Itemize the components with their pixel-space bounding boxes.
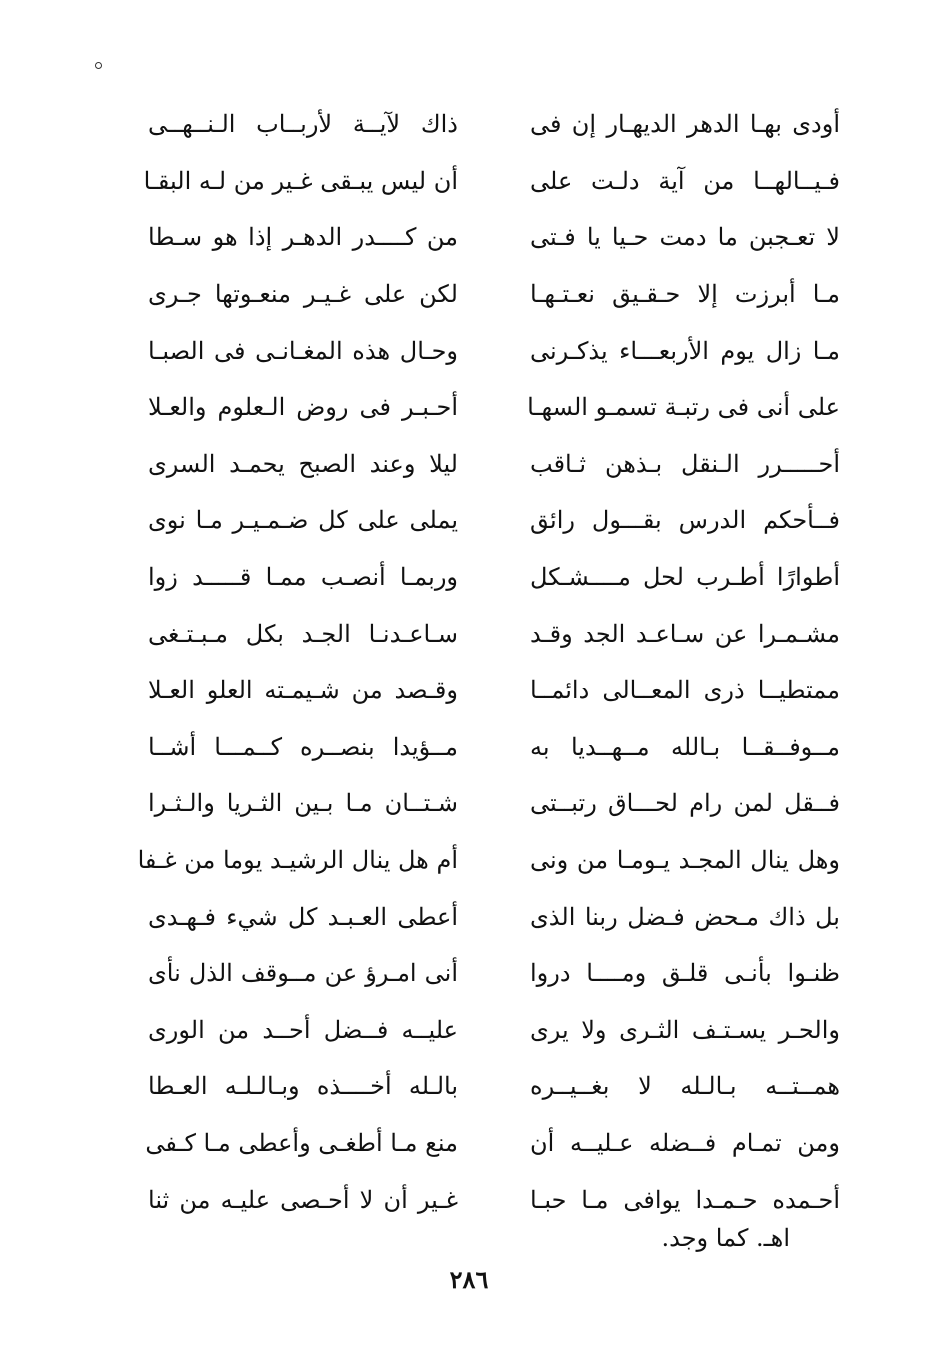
verse-second-hemistich: مــؤيدا بنصــره كــمـــا أشــا [148,732,458,761]
verse [120,96,840,153]
verse [120,605,840,662]
verse [120,662,840,719]
verse-first-hemistich: أودى بهـا الدهر الديهـار إن فى [530,110,840,139]
verse [120,888,840,945]
verse-second-hemistich: سـاعـدنـا الجـد بكل مـبـتـغى [148,619,458,648]
verse-second-hemistich: شـتــان مـا بـين الثـريا والـثـرا [148,789,458,818]
verse [120,1171,840,1228]
verse-first-hemistich: مـا زال يوم الأربعـــاء يذكـرنى [530,336,840,365]
verse [120,1002,840,1059]
verse-second-hemistich: أحـبـر فى روض الـعلوم والعـلا [148,393,458,422]
verse-second-hemistich: وربمـا أنصـب ممـا قـــــد زوا [148,563,458,592]
verse-first-hemistich: مـا أبرزت إلا حـقـيق نعـتـهـا [530,280,840,309]
verse-first-hemistich: بل ذاك مـحض فـضل ربنا الذى [530,902,840,931]
verse [120,379,840,436]
verse [120,775,840,832]
verse-first-hemistich: مــوفــقــا بـالله مــهــديا به [530,732,840,761]
verse-first-hemistich: وهل ينال المجـد يـومـا من ونى [530,846,840,875]
verse [120,266,840,323]
verse-second-hemistich: أنى امـرؤ عن مــوقف الذل نأى [148,959,458,988]
verse-first-hemistich: ظنـوا بأنـى قلـق ومــــا دروا [530,959,840,988]
verse-first-hemistich: ومن تمـام فــضله عـليــه أن [530,1128,840,1157]
verse-second-hemistich: ليلا وعند الصبح يحمـد السرى [148,449,458,478]
verse-second-hemistich: وقـصد من شـيمـته العلو العـلا [148,676,458,705]
verse-second-hemistich: من كــــدر الدهـر إذا هو سـطا [148,223,458,252]
verse [120,492,840,549]
verse-first-hemistich: والحـر يسـتـف الثـرى ولا يرى [530,1015,840,1044]
verse-second-hemistich: منع مـا أطغـى وأعطى مـا كـفى [145,1128,458,1157]
poem [120,96,840,1228]
verse-second-hemistich: ذاك لآيــة لأربــاب الـنــهــى [148,110,458,139]
verse-second-hemistich: أن ليس يبـقى غـير من لـه البقـا [143,166,458,195]
verse [120,832,840,889]
verse-second-hemistich: وحـال هذه المغـانـى فى الصبـا [148,336,458,365]
verse-first-hemistich: فــقل لمن رام لحـــاق رتبــتى [530,789,840,818]
verse-second-hemistich: عليــه فــضل أحــد من الورى [148,1015,458,1044]
verse [120,153,840,210]
verse-first-hemistich: على أنى فى رتبـة تسمـو السهـا [527,393,840,422]
verse [120,209,840,266]
verse-first-hemistich: ممتطيــا ذرى المعــالى دائمــا [530,676,840,705]
verse-second-hemistich: غـير أن لا أحـصى عليـه من ثنا [148,1185,458,1214]
page-number: ٢٨٦ [449,1265,489,1294]
verse [120,549,840,606]
verse [120,436,840,493]
verse-second-hemistich: لكن على غـيـر منعـوتها جـرى [148,280,458,309]
verse [120,322,840,379]
page-corner-mark [95,62,102,69]
verse [120,719,840,776]
verse-second-hemistich: بالـله أخــــذه وبـالـلـه العـطا [148,1072,458,1101]
verse-second-hemistich: يملى على كل ضـمـيـر مـا نوى [148,506,458,535]
verse-second-hemistich: أعطى العـبـد كل شيء فـهـدى [148,902,458,931]
verse-first-hemistich: لا تعـجبن ما دمت حـيا يا فـتى [530,223,840,252]
verse-second-hemistich: أم هل ينال الرشيـد يوما من غـفا [137,846,458,875]
closing-note: اهـ. كما وجد. [661,1224,790,1252]
verse-first-hemistich: مشـمـرا عن سـاعـد الجد وقـد [530,619,840,648]
verse-first-hemistich: أطوارًا أطـرب لحل مــــشـكل [530,563,840,592]
verse-first-hemistich: أحـــــرر الـنقل بـذهن ثـاقب [530,449,840,478]
verse [120,945,840,1002]
verse [120,1115,840,1172]
verse-first-hemistich: أحـمده حـمـدا يوافى مـا حبـا [530,1185,840,1214]
verse-first-hemistich: همــتــه بـالـله لا بغــيــره [530,1072,840,1101]
verse-first-hemistich: فــأحكم الدرس بقـــول رائق [530,506,840,535]
verse-first-hemistich: فـيــالهــا من آية دلـت على [530,166,840,195]
verse [120,1058,840,1115]
